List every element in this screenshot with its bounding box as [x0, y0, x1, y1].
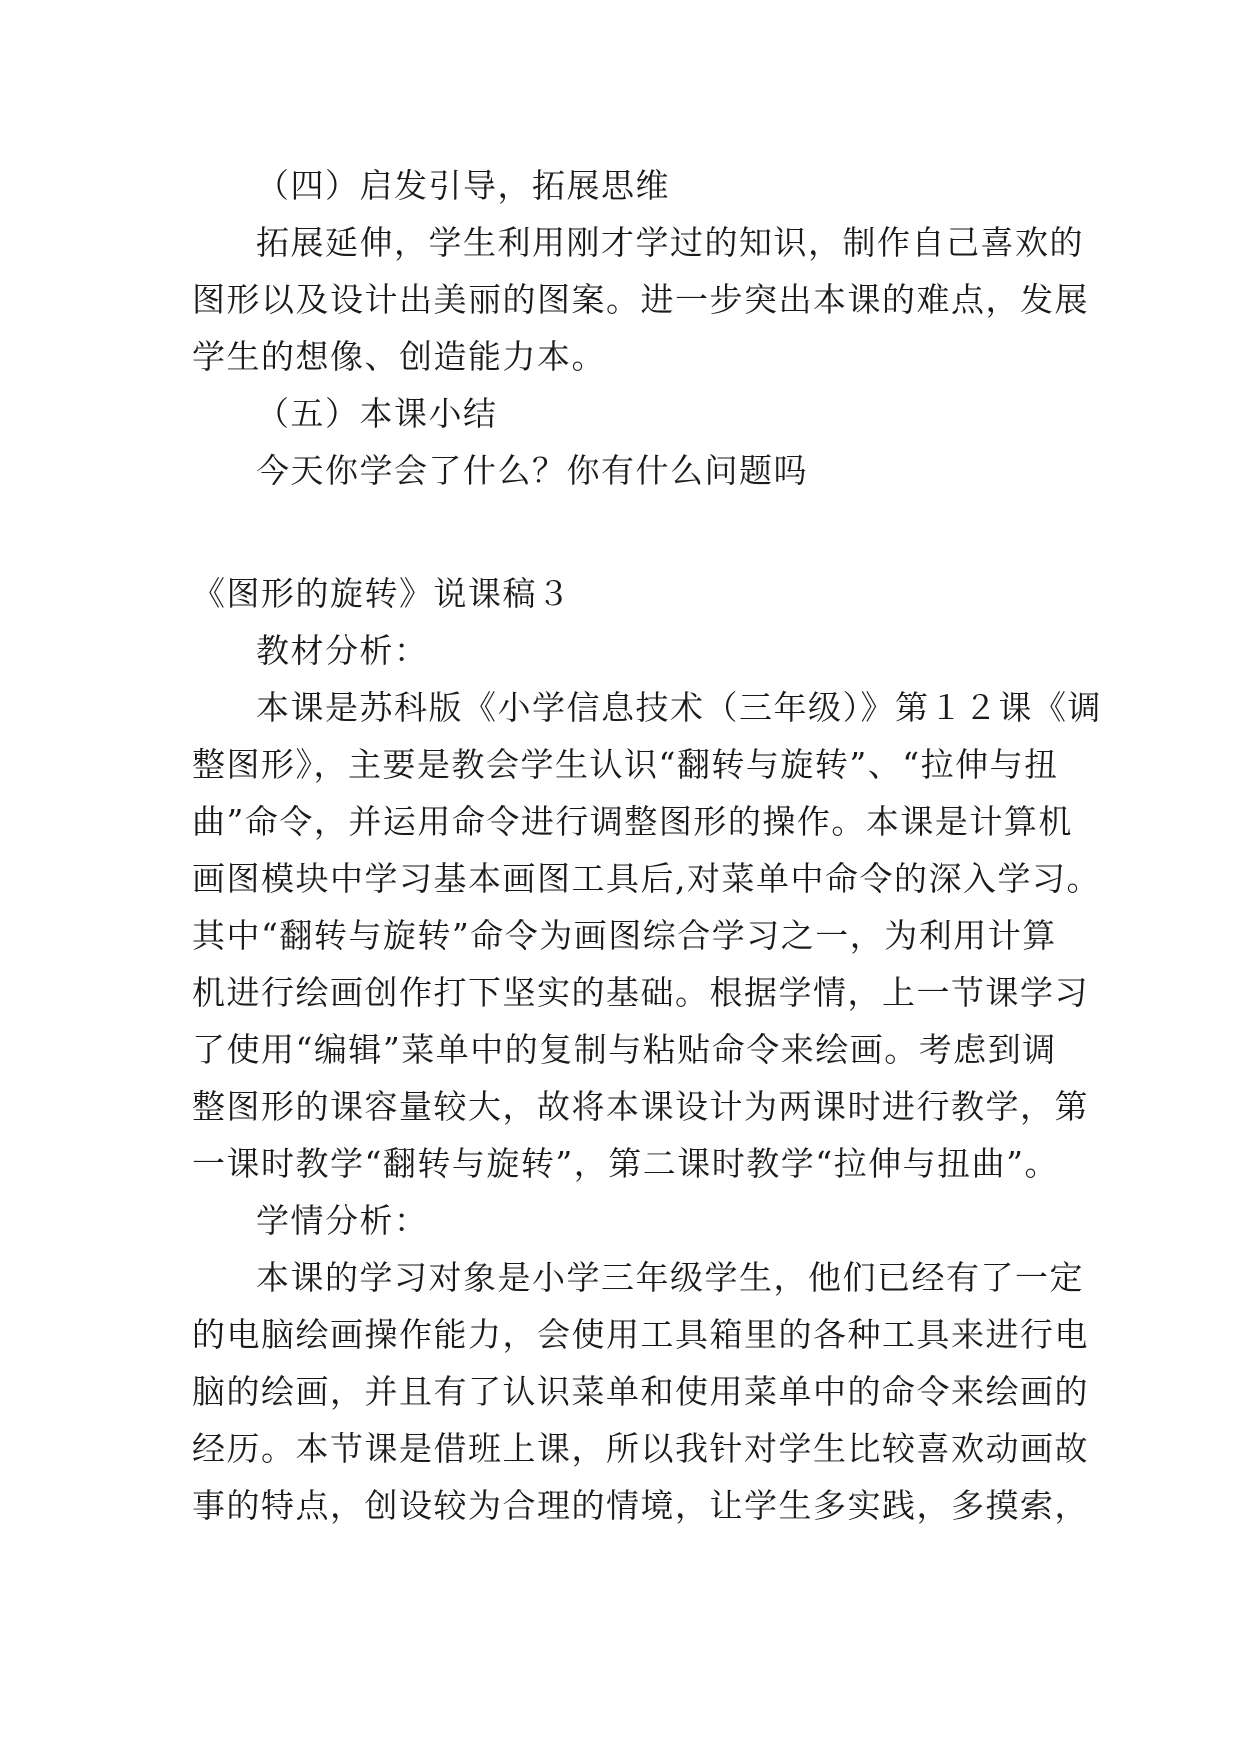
paragraph-line: 今天你学会了什么？你有什么问题吗 — [256, 451, 808, 490]
paragraph-line: 图形以及设计出美丽的图案。进一步突出本课的难点，发展 — [192, 280, 1089, 319]
paragraph-line: 其中“翻转与旋转”命令为画图综合学习之一，为利用计算 — [192, 916, 1057, 955]
paragraph-line: 机进行绘画创作打下坚实的基础。根据学情，上一节课学习 — [192, 973, 1089, 1012]
paragraph-line: 曲”命令，并运用命令进行调整图形的操作。本课是计算机 — [192, 802, 1073, 841]
paragraph-line: 画图模块中学习基本画图工具后,对菜单中命令的深入学习。 — [192, 859, 1101, 898]
document-title: 《图形的旋转》说课稿３ — [192, 574, 572, 613]
paragraph-line: 一课时教学“翻转与旋转”，第二课时教学“拉伸与扭曲”。 — [192, 1144, 1059, 1183]
section-four-heading: （四）启发引导，拓展思维 — [256, 166, 670, 205]
student-analysis-heading: 学情分析： — [256, 1201, 429, 1240]
paragraph-line: 整图形》，主要是教会学生认识“翻转与旋转”、“拉伸与扭 — [192, 745, 1059, 784]
paragraph-line: 整图形的课容量较大，故将本课设计为两课时进行教学，第 — [192, 1087, 1089, 1126]
paragraph-line: 本课是苏科版《小学信息技术（三年级）》第１２课《调 — [256, 688, 1102, 727]
paragraph-line: 脑的绘画，并且有了认识菜单和使用菜单中的命令来绘画的 — [192, 1372, 1089, 1411]
paragraph-line: 拓展延伸，学生利用刚才学过的知识，制作自己喜欢的 — [256, 223, 1084, 262]
paragraph-line: 本课的学习对象是小学三年级学生，他们已经有了一定 — [256, 1258, 1084, 1297]
paragraph-line: 经历。本节课是借班上课，所以我针对学生比较喜欢动画故 — [192, 1429, 1089, 1468]
paragraph-line: 了使用“编辑”菜单中的复制与粘贴命令来绘画。考虑到调 — [192, 1030, 1057, 1069]
section-five-heading: （五）本课小结 — [256, 394, 498, 433]
paragraph-line: 学生的想像、创造能力本。 — [192, 337, 606, 376]
textbook-analysis-heading: 教材分析： — [256, 631, 429, 670]
paragraph-line: 事的特点，创设较为合理的情境，让学生多实践，多摸索， — [192, 1486, 1089, 1525]
paragraph-line: 的电脑绘画操作能力，会使用工具箱里的各种工具来进行电 — [192, 1315, 1089, 1354]
